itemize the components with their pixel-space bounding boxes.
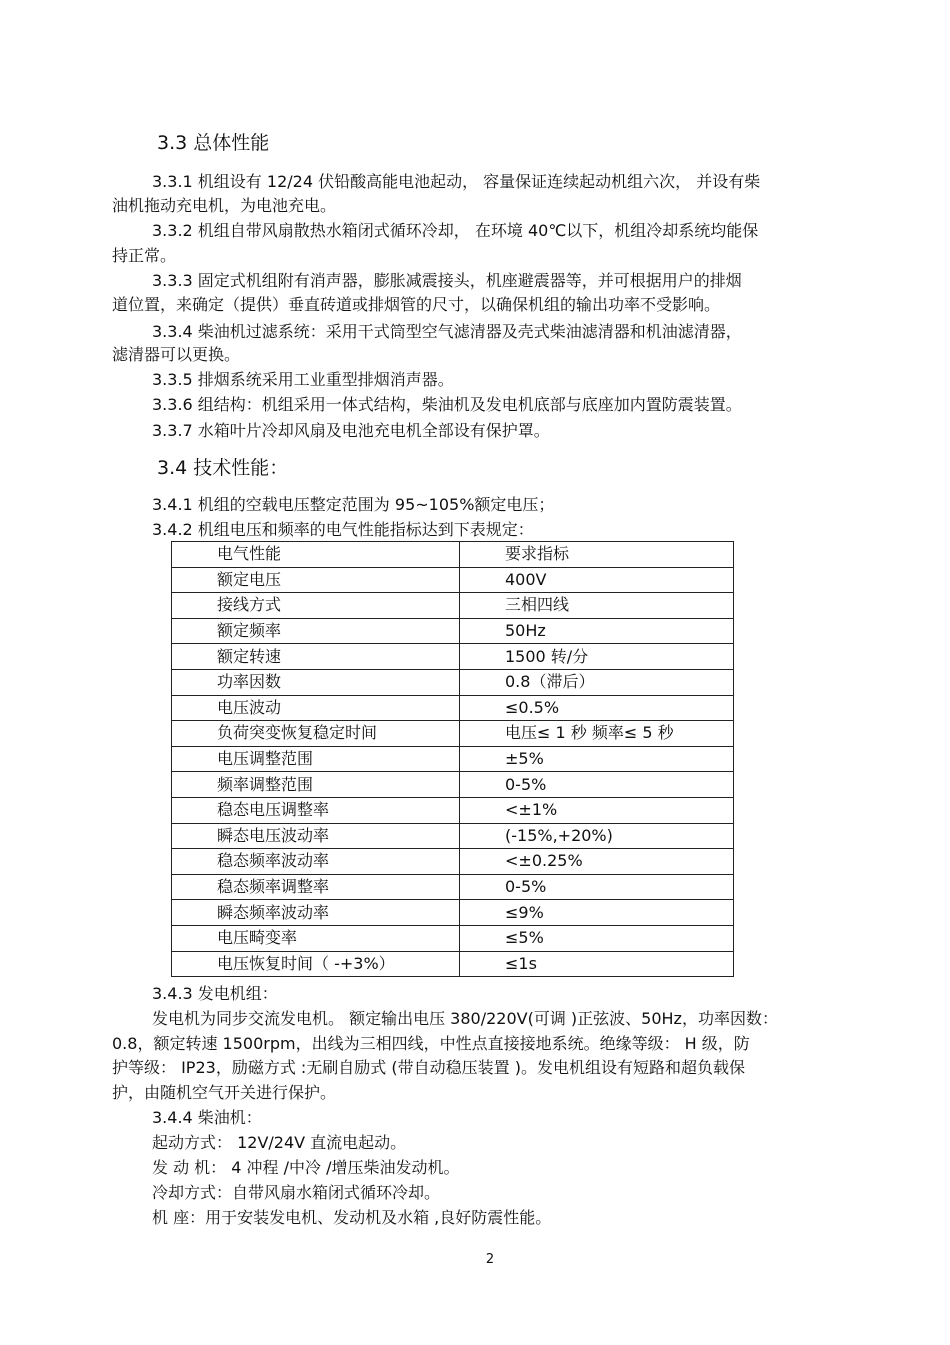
table-row bbox=[172, 618, 734, 644]
table-cell-item: 电压畸变率 bbox=[172, 925, 460, 951]
table-cell-requirement: <±0.25% bbox=[460, 849, 734, 875]
table-header-row bbox=[172, 542, 734, 568]
table-cell-requirement: ±5% bbox=[460, 746, 734, 772]
table-cell-requirement: 电压≤ 1 秒 频率≤ 5 秒 bbox=[460, 721, 734, 747]
para-3-4-4-line4: 机 座：用于安装发电机、发动机及水箱 ,良好防震性能。 bbox=[152, 1208, 552, 1227]
para-3-3-1-line2: 油机拖动充电机，为电池充电。 bbox=[112, 196, 337, 215]
table-cell-item: 额定转速 bbox=[172, 644, 460, 670]
para-3-4-3-line3: 护等级： IP23，励磁方式 :无刷自励式 (带自动稳压装置 )。发电机组设有短路和超负载保 bbox=[112, 1058, 745, 1077]
table-cell-requirement: 要求指标 bbox=[460, 542, 734, 568]
table-cell-item: 瞬态电压波动率 bbox=[172, 823, 460, 849]
table-cell-item: 瞬态频率波动率 bbox=[172, 900, 460, 926]
para-3-4-2: 3.4.2 机组电压和频率的电气性能指标达到下表规定： bbox=[152, 520, 534, 539]
table-row bbox=[172, 593, 734, 619]
table-row bbox=[172, 746, 734, 772]
table-row bbox=[172, 695, 734, 721]
para-3-3-3-line2: 道位置，来确定（提供）垂直砖道或排烟管的尺寸，以确保机组的输出功率不受影响。 bbox=[112, 295, 721, 314]
table-cell-requirement: 400V bbox=[460, 567, 734, 593]
table-cell-requirement: ≤0.5% bbox=[460, 695, 734, 721]
table-cell-requirement: 1500 转/分 bbox=[460, 644, 734, 670]
table-cell-item: 接线方式 bbox=[172, 593, 460, 619]
table-cell-item: 稳态频率调整率 bbox=[172, 874, 460, 900]
para-3-4-3-line1: 发电机为同步交流发电机。 额定输出电压 380/220V(可调 )正弦波、50Hz，功率因数： bbox=[152, 1009, 778, 1028]
table-row bbox=[172, 669, 734, 695]
para-3-4-3-line4: 护，由随机空气开关进行保护。 bbox=[112, 1083, 337, 1102]
table-cell-item: 负荷突变恢复稳定时间 bbox=[172, 721, 460, 747]
para-3-3-4-line2: 滤清器可以更换。 bbox=[112, 345, 241, 364]
table-cell-item: 额定电压 bbox=[172, 567, 460, 593]
table-cell-requirement: <±1% bbox=[460, 797, 734, 823]
table-row bbox=[172, 900, 734, 926]
table-cell-requirement: 50Hz bbox=[460, 618, 734, 644]
table-cell-item: 稳态频率波动率 bbox=[172, 849, 460, 875]
table-cell-item: 电压波动 bbox=[172, 695, 460, 721]
section-3-4-4-title: 3.4.4 柴油机： bbox=[152, 1108, 262, 1127]
table-row bbox=[172, 797, 734, 823]
table-cell-requirement: (-15%,+20%) bbox=[460, 823, 734, 849]
section-3-4-3-title: 3.4.3 发电机组： bbox=[152, 984, 278, 1003]
para-3-4-4-line3: 冷却方式：自带风扇水箱闭式循环冷却。 bbox=[152, 1183, 441, 1202]
table-row bbox=[172, 925, 734, 951]
para-3-3-6: 3.3.6 组结构：机组采用一体式结构，柴油机及发电机底部与底座加内置防震装置。 bbox=[152, 395, 742, 414]
table-row bbox=[172, 874, 734, 900]
para-3-4-4-line2: 发 动 机： 4 冲程 /中冷 /增压柴油发动机。 bbox=[152, 1158, 460, 1177]
electrical-performance-table bbox=[171, 541, 734, 977]
table-cell-requirement: ≤9% bbox=[460, 900, 734, 926]
table-cell-requirement: 0-5% bbox=[460, 772, 734, 798]
para-3-3-4-line1: 3.3.4 柴油机过滤系统：采用干式筒型空气滤清器及壳式柴油滤清器和机油滤清器， bbox=[152, 322, 742, 341]
table-cell-item: 频率调整范围 bbox=[172, 772, 460, 798]
table-row bbox=[172, 849, 734, 875]
table-cell-item: 电压调整范围 bbox=[172, 746, 460, 772]
para-3-4-1: 3.4.1 机组的空载电压整定范围为 95~105%额定电压； bbox=[152, 495, 555, 514]
table-cell-requirement: 0-5% bbox=[460, 874, 734, 900]
table-cell-item: 额定频率 bbox=[172, 618, 460, 644]
table-cell-item: 电压恢复时间（ -+3%） bbox=[172, 951, 460, 977]
section-3-3-heading: 3.3 总体性能 bbox=[157, 132, 270, 154]
page-number: 2 bbox=[485, 1252, 495, 1267]
table-row bbox=[172, 772, 734, 798]
para-3-3-5: 3.3.5 排烟系统采用工业重型排烟消声器。 bbox=[152, 370, 454, 389]
table-row bbox=[172, 567, 734, 593]
table-cell-requirement: ≤5% bbox=[460, 925, 734, 951]
table-row bbox=[172, 644, 734, 670]
para-3-3-1-line1: 3.3.1 机组设有 12/24 伏铅酸高能电池起动， 容量保证连续起动机组六次， 并设有柴 bbox=[152, 172, 761, 191]
table-row bbox=[172, 823, 734, 849]
para-3-4-4-line1: 起动方式： 12V/24V 直流电起动。 bbox=[152, 1133, 407, 1152]
section-3-4-heading: 3.4 技术性能： bbox=[157, 457, 289, 479]
table-cell-item: 功率因数 bbox=[172, 669, 460, 695]
table-cell-requirement: 三相四线 bbox=[460, 593, 734, 619]
para-3-3-3-line1: 3.3.3 固定式机组附有消声器，膨胀减震接头，机座避震器等，并可根据用户的排烟 bbox=[152, 271, 742, 290]
table-cell-item: 稳态电压调整率 bbox=[172, 797, 460, 823]
para-3-3-2-line1: 3.3.2 机组自带风扇散热水箱闭式循环冷却， 在环境 40℃以下，机组冷却系统均能保 bbox=[152, 221, 759, 240]
table-row bbox=[172, 721, 734, 747]
para-3-3-2-line2: 持正常。 bbox=[112, 246, 177, 265]
para-3-4-3-line2: 0.8，额定转速 1500rpm，出线为三相四线，中性点直接接地系统。绝缘等级： H 级，防 bbox=[112, 1034, 750, 1053]
table-cell-requirement: 0.8（滞后） bbox=[460, 669, 734, 695]
table-cell-requirement: ≤1s bbox=[460, 951, 734, 977]
table-row bbox=[172, 951, 734, 977]
para-3-3-7: 3.3.7 水箱叶片冷却风扇及电池充电机全部设有保护罩。 bbox=[152, 421, 550, 440]
table-cell-item: 电气性能 bbox=[172, 542, 460, 568]
